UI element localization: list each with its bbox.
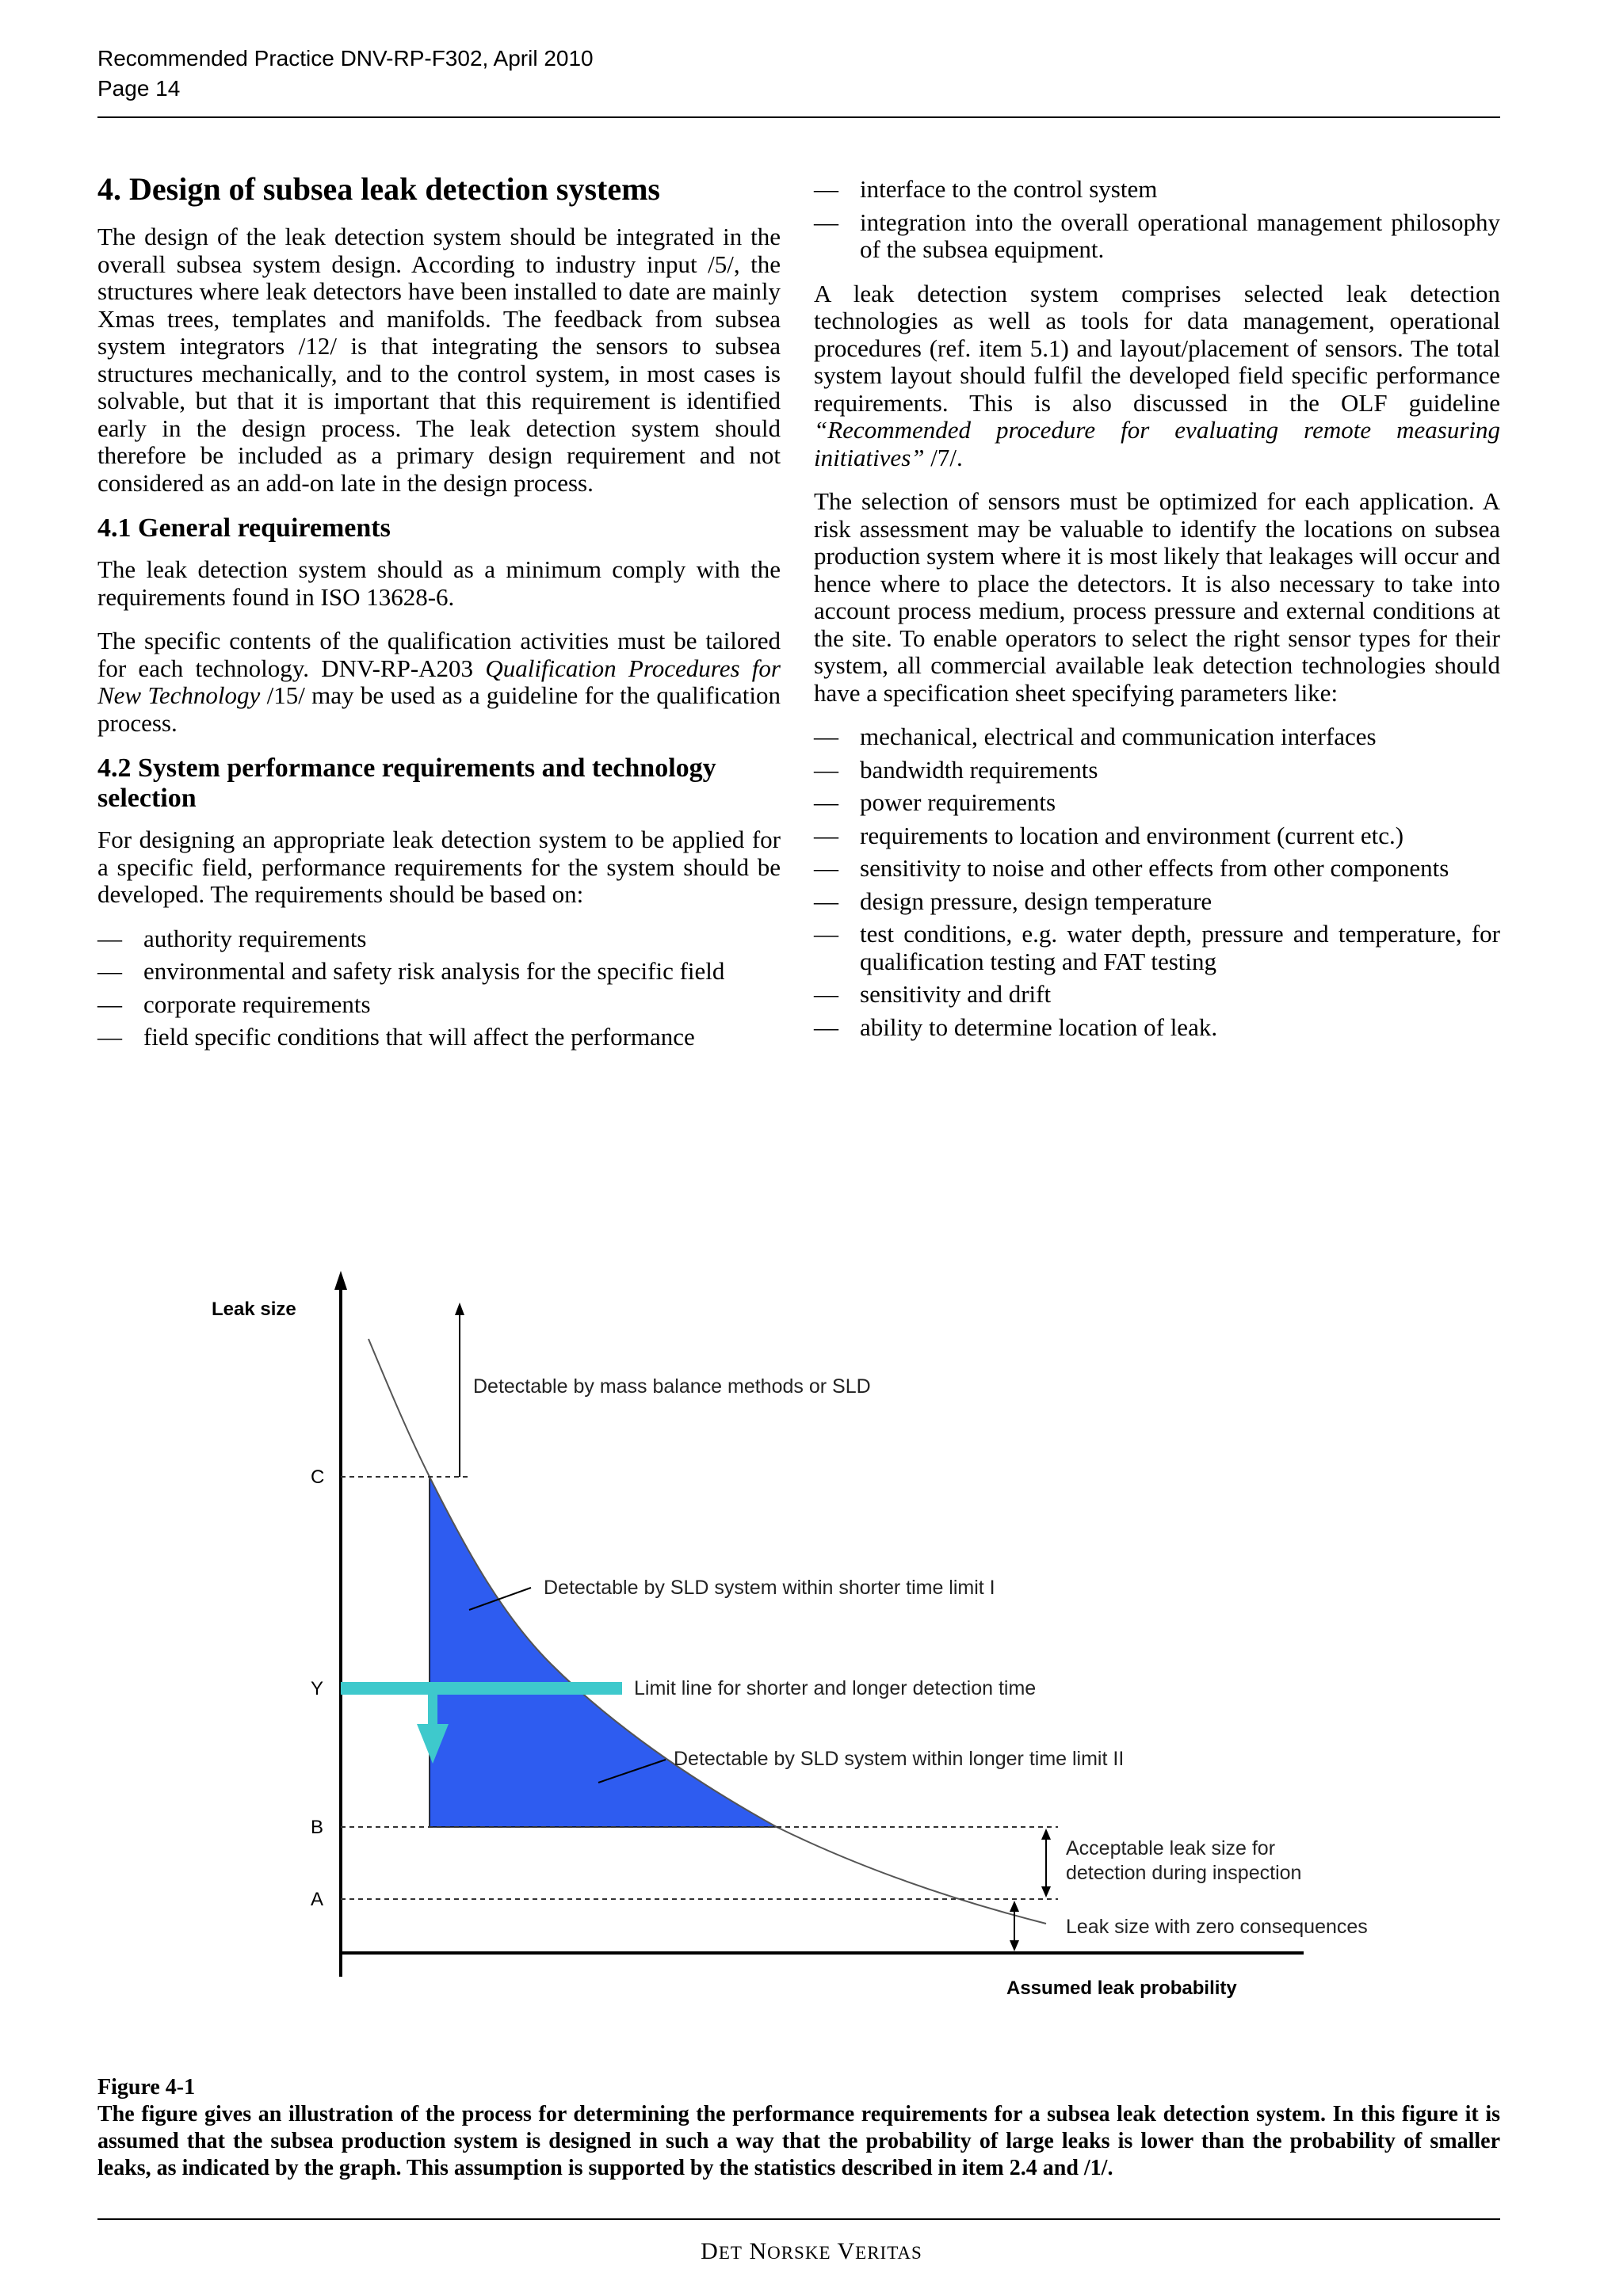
tick-label-y: Y xyxy=(311,1678,324,1699)
mass-balance-arrowhead xyxy=(455,1302,464,1315)
section-4-1-heading: 4.1 General requirements xyxy=(97,513,391,543)
system-integration-list xyxy=(814,176,1500,264)
list-item: — bandwidth requirements xyxy=(814,755,1098,784)
shorter-time-note: Detectable by SLD system within shorter time limit I xyxy=(544,1577,995,1599)
leak-detection-figure xyxy=(198,1268,1434,2028)
limit-line-note: Limit line for shorter and longer detection time xyxy=(634,1677,1037,1699)
specification-parameters-list xyxy=(814,723,1500,1041)
requirements-basis-list xyxy=(97,925,781,1051)
section-4-2-heading: 4.2 System performance requirements and technology selection xyxy=(97,753,716,813)
list-item: — sensitivity to noise and other effects from other components xyxy=(814,854,1449,882)
tick-label-b: B xyxy=(311,1817,324,1838)
limit-arrow-shaft xyxy=(428,1695,437,1726)
acceptable-size-arrowhead-top xyxy=(1041,1829,1051,1840)
tick-label-a: A xyxy=(311,1889,324,1910)
qualification-paragraph: The specific contents of the qualification activities must be tailored for each technology. DNV-RP-A203 Qualification Procedures for New Technology /15/ may be used as a guideline for the qualification process. xyxy=(97,627,781,737)
header-rule xyxy=(97,116,1500,118)
acceptable-size-note-line2: detection during inspection xyxy=(1066,1862,1302,1884)
list-item: — interface to the control system xyxy=(814,175,1158,203)
figure-caption xyxy=(97,2074,1500,2182)
header-page-number: Page 14 xyxy=(97,76,181,101)
right-column xyxy=(814,176,1500,1058)
list-item: — integration into the overall operational management philosophy of the subsea equipment. xyxy=(814,208,1500,263)
page-header xyxy=(97,44,594,104)
y-axis-arrowhead xyxy=(334,1271,347,1290)
list-item: — requirements to location and environment (current etc.) xyxy=(814,821,1404,849)
list-item: — field specific conditions that will affect the performance xyxy=(97,1023,695,1051)
list-item: — mechanical, electrical and communication interfaces xyxy=(814,723,1377,750)
acceptable-size-note-line1: Acceptable leak size for xyxy=(1066,1837,1276,1859)
olf-guideline-title: “Recommended procedure for evaluating remote measuring initiatives” xyxy=(814,416,1500,471)
list-item: — authority requirements xyxy=(97,924,367,952)
footer-rule xyxy=(97,2218,1500,2220)
sld-detectable-region xyxy=(430,1477,777,1827)
longer-time-note: Detectable by SLD system within longer time limit II xyxy=(674,1748,1125,1770)
sensor-selection-paragraph: The selection of sensors must be optimized for each application. A risk assessment may be valuable to identify the locations on subsea production system where it is most likely that leakages will occur and hence where to place the detectors. It is also necessary to take into account process medium, process pressure and external conditions at the site. To enable operators to select the right sensor types for their system, all commercial available leak detection technologies should have a specification sheet specifying parameters like: xyxy=(814,487,1500,707)
section-4-heading: 4. Design of subsea leak detection systems xyxy=(97,171,660,207)
y-axis-label: Leak size xyxy=(212,1299,296,1320)
system-layout-paragraph: A leak detection system comprises selected leak detection technologies as well as tools for data management, operational procedures (ref. item 5.1) and layout/placement of sensors. The total system layout should fulfil the developed field specific performance requirements. This is also discussed in the OLF guideline “Recommended procedure for evaluating remote measuring initiatives” /7/. xyxy=(814,279,1500,471)
performance-requirements-paragraph: For designing an appropriate leak detection system to be applied for a specific field, performance requirements for the system should be developed. The requirements should be based on: xyxy=(97,826,781,908)
qualification-procedures-title: Qualification Procedures for New Technology xyxy=(97,654,781,709)
general-requirements-paragraph: The leak detection system should as a minimum comply with the requirements found in ISO 13628-6. xyxy=(97,555,781,611)
list-item: — test conditions, e.g. water depth, pressure and temperature, for qualification testing and FAT testing xyxy=(814,920,1500,975)
zero-consequence-arrowhead-top xyxy=(1010,1901,1019,1912)
zero-consequence-note: Leak size with zero consequences xyxy=(1066,1916,1368,1938)
list-item: — ability to determine location of leak. xyxy=(814,1013,1218,1041)
figure-label: Figure 4-1 xyxy=(97,2075,196,2100)
figure-caption-text: The figure gives an illustration of the process for determining the performance requirements for a subsea leak detection system. In this figure it is assumed that the subsea production system is designed in such a way that the probability of large leaks is lower than the probability of smaller leaks, as indicated by the graph. This assumption is supported by the statistics described in item 2.4 and /1/. xyxy=(97,2102,1500,2180)
zero-consequence-arrowhead-bottom xyxy=(1010,1940,1019,1951)
tick-label-c: C xyxy=(311,1466,325,1488)
page-footer: DET NORSKE VERITAS xyxy=(701,2238,922,2264)
mass-balance-note: Detectable by mass balance methods or SLD xyxy=(473,1375,871,1398)
list-item: — sensitivity and drift xyxy=(814,980,1052,1008)
left-column xyxy=(97,171,781,1068)
x-axis-label: Assumed leak probability xyxy=(1006,1978,1237,1999)
list-item: — environmental and safety risk analysis for the specific field xyxy=(97,957,725,985)
header-document-title: Recommended Practice DNV-RP-F302, April 2010 xyxy=(97,46,594,71)
list-item: — power requirements xyxy=(814,788,1056,816)
section-4-paragraph: The design of the leak detection system should be integrated in the overall subsea system design. According to industry input /5/, the structures where leak detectors have been installed to date are mainly Xmas trees, templates and manifolds. The feedback from subsea system integrators /12/ is that integrating the sensors to subsea structures mechanically, and to the control system, in most cases is solvable, but that it is important that this requirement is identified early in the design process. The leak detection system should therefore be included as a primary design requirement and not considered as an add-on late in the design process. xyxy=(97,223,781,497)
list-item: — design pressure, design temperature xyxy=(814,887,1212,915)
acceptable-size-arrowhead-bottom xyxy=(1041,1886,1051,1897)
list-item: — corporate requirements xyxy=(97,990,371,1018)
